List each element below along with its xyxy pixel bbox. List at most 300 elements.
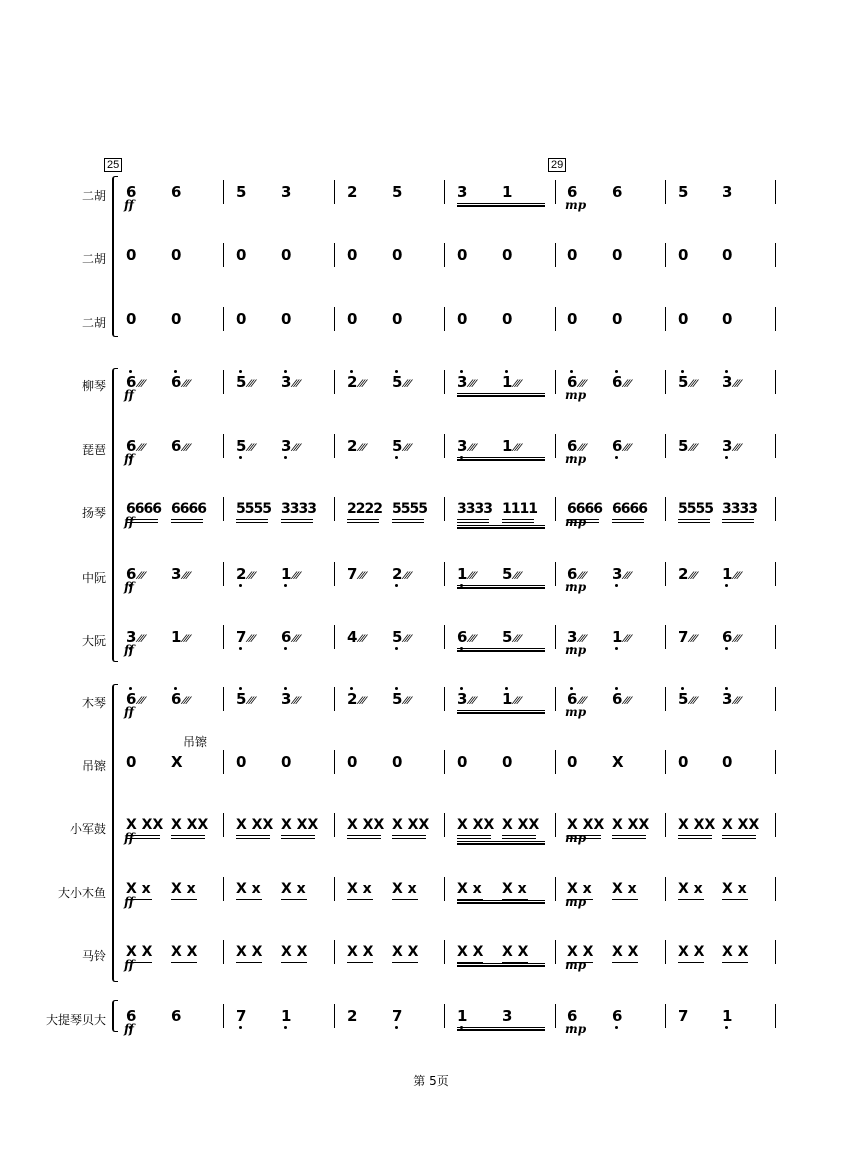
note: 3 — [281, 690, 292, 708]
note: 3 — [126, 628, 137, 646]
note: 5 — [392, 373, 403, 391]
note: 7 — [392, 1007, 403, 1025]
note: 2 — [392, 565, 403, 583]
note: 6 — [281, 628, 292, 646]
barline — [665, 497, 666, 521]
octave-dot — [395, 370, 398, 373]
octave-dot — [615, 456, 618, 459]
note: 6 — [126, 183, 137, 201]
instrument-label: 木琴 — [81, 696, 106, 710]
dynamic-ff: ff — [124, 1022, 134, 1036]
note: 6 — [567, 565, 578, 583]
note: 7 — [678, 628, 689, 646]
glissando-line — [457, 396, 545, 397]
barline — [223, 307, 224, 331]
octave-dot — [615, 1026, 618, 1029]
octave-dot — [350, 370, 353, 373]
note: 1 — [722, 1007, 733, 1025]
dynamic-ff: ff — [124, 580, 134, 594]
note: 6 — [722, 628, 733, 646]
note: 5 — [678, 373, 689, 391]
tremolo-mark: /// — [465, 696, 478, 706]
note: 5 — [502, 565, 513, 583]
tremolo-mark: /// — [620, 571, 633, 581]
note: 1 — [171, 628, 182, 646]
barline — [555, 813, 556, 837]
barline — [444, 243, 445, 267]
barline — [775, 1004, 776, 1028]
beam — [392, 519, 424, 520]
barline — [334, 370, 335, 394]
beam — [502, 835, 536, 836]
note: 6666 — [612, 501, 647, 517]
note: X X — [567, 944, 594, 960]
barline — [334, 434, 335, 458]
octave-dot — [129, 687, 132, 690]
glissando-line — [457, 651, 545, 652]
octave-dot — [395, 1026, 398, 1029]
beam — [171, 835, 205, 836]
barline — [775, 940, 776, 964]
note: 0 — [457, 753, 468, 771]
note: 1111 — [502, 501, 537, 517]
beam — [281, 838, 315, 839]
note: X x — [567, 881, 592, 897]
note: 6 — [567, 373, 578, 391]
glissando-line — [457, 460, 545, 461]
barline — [555, 243, 556, 267]
instrument-label: 大小木鱼 — [57, 886, 106, 900]
beam — [392, 522, 424, 523]
tremolo-mark: /// — [620, 696, 633, 706]
note: 3 — [722, 690, 733, 708]
tremolo-mark: /// — [179, 571, 192, 581]
beam — [722, 835, 756, 836]
dynamic-mp: mp — [565, 705, 587, 719]
tremolo-mark: /// — [575, 379, 588, 389]
note: 3 — [722, 183, 733, 201]
note: 1 — [502, 183, 513, 201]
tremolo-mark: /// — [510, 443, 523, 453]
tremolo-mark: /// — [465, 379, 478, 389]
barline — [334, 877, 335, 901]
beam — [722, 838, 756, 839]
beam — [236, 899, 262, 900]
barline — [223, 180, 224, 204]
barline — [555, 750, 556, 774]
barline — [334, 243, 335, 267]
note: X — [171, 753, 183, 771]
note: 4 — [347, 628, 358, 646]
octave-dot — [615, 584, 618, 587]
barline — [665, 813, 666, 837]
note: X XX — [678, 817, 716, 833]
tremolo-mark: /// — [686, 696, 699, 706]
staff-group-brace-3 — [112, 684, 118, 982]
beam — [236, 835, 270, 836]
cymbal-cue-label: 吊镲 — [183, 735, 208, 749]
beam — [281, 519, 313, 520]
note: 7 — [347, 565, 358, 583]
octave-dot — [725, 456, 728, 459]
note: X X — [678, 944, 705, 960]
octave-dot — [725, 1026, 728, 1029]
note: 6 — [171, 183, 182, 201]
beam — [392, 835, 426, 836]
barline — [665, 243, 666, 267]
note: 6 — [567, 183, 578, 201]
octave-dot — [570, 370, 573, 373]
barline — [665, 562, 666, 586]
note: 3333 — [722, 501, 757, 517]
dynamic-mp: mp — [565, 580, 587, 594]
tremolo-mark: /// — [730, 571, 743, 581]
note: 0 — [126, 753, 137, 771]
note: 2 — [347, 183, 358, 201]
tremolo-mark: /// — [465, 443, 478, 453]
barline — [444, 180, 445, 204]
glissando-line — [457, 1030, 545, 1031]
barline — [555, 877, 556, 901]
octave-dot — [681, 370, 684, 373]
barline — [444, 940, 445, 964]
barline — [334, 813, 335, 837]
barline — [334, 1004, 335, 1028]
note: 6 — [171, 373, 182, 391]
note: 1 — [281, 565, 292, 583]
barline — [555, 625, 556, 649]
tremolo-mark: /// — [730, 443, 743, 453]
note: X x — [281, 881, 306, 897]
note: X X — [502, 944, 529, 960]
barline — [775, 625, 776, 649]
octave-dot — [570, 687, 573, 690]
instrument-label: 小军鼓 — [69, 822, 106, 836]
barline — [665, 940, 666, 964]
note: 0 — [612, 246, 623, 264]
note: 0 — [457, 246, 468, 264]
beam — [457, 522, 489, 523]
note: 5 — [502, 628, 513, 646]
note: X X — [347, 944, 374, 960]
note: 6 — [126, 565, 137, 583]
instrument-label: 吊镲 — [81, 759, 106, 773]
note: 0 — [281, 310, 292, 328]
beam — [236, 522, 268, 523]
note: 2222 — [347, 501, 382, 517]
barline — [223, 877, 224, 901]
beam — [347, 519, 379, 520]
note: X XX — [281, 817, 319, 833]
note: X XX — [457, 817, 495, 833]
beam — [347, 962, 373, 963]
tremolo-mark: /// — [289, 634, 302, 644]
octave-dot — [460, 687, 463, 690]
note: 5 — [678, 183, 689, 201]
octave-dot — [615, 647, 618, 650]
note: X X — [281, 944, 308, 960]
beam — [612, 519, 644, 520]
note: X XX — [392, 817, 430, 833]
barline — [665, 370, 666, 394]
note: 5555 — [678, 501, 713, 517]
barline — [223, 434, 224, 458]
dynamic-mp: mp — [565, 515, 587, 529]
note: X XX — [171, 817, 209, 833]
barline — [665, 180, 666, 204]
beam — [236, 962, 262, 963]
barline — [775, 243, 776, 267]
instrument-label: 二胡 — [81, 189, 106, 203]
tremolo-mark: /// — [575, 634, 588, 644]
note: 5 — [236, 690, 247, 708]
note: 7 — [236, 1007, 247, 1025]
octave-dot — [395, 647, 398, 650]
barline — [444, 750, 445, 774]
barline — [223, 370, 224, 394]
note: 0 — [678, 246, 689, 264]
note: 3 — [457, 437, 468, 455]
note: 6 — [171, 437, 182, 455]
barline — [444, 307, 445, 331]
tremolo-mark: /// — [400, 443, 413, 453]
note: 0 — [392, 246, 403, 264]
note: X x — [678, 881, 703, 897]
tremolo-mark: /// — [355, 634, 368, 644]
tremolo-mark: /// — [730, 634, 743, 644]
dynamic-mp: mp — [565, 452, 587, 466]
octave-dot — [239, 687, 242, 690]
note: 5 — [392, 183, 403, 201]
tremolo-mark: /// — [179, 634, 192, 644]
tremolo-mark: /// — [400, 379, 413, 389]
barline — [223, 562, 224, 586]
note: 1 — [457, 1007, 468, 1025]
beam — [678, 835, 712, 836]
dynamic-ff: ff — [124, 958, 134, 972]
note: 5 — [392, 628, 403, 646]
barline — [775, 750, 776, 774]
note: 0 — [722, 753, 733, 771]
note: 2 — [347, 373, 358, 391]
beam — [236, 838, 270, 839]
note: 0 — [678, 310, 689, 328]
note: 6 — [171, 690, 182, 708]
beam — [612, 838, 646, 839]
tremolo-mark: /// — [686, 634, 699, 644]
tremolo-mark: /// — [134, 634, 147, 644]
barline — [334, 497, 335, 521]
barline — [334, 940, 335, 964]
note: 2 — [678, 565, 689, 583]
note: 3 — [457, 183, 468, 201]
beam — [392, 899, 418, 900]
note: X x — [171, 881, 196, 897]
note: 3 — [722, 373, 733, 391]
barline — [775, 562, 776, 586]
octave-dot — [284, 456, 287, 459]
barline — [555, 180, 556, 204]
note: 3 — [502, 1007, 513, 1025]
barline — [555, 307, 556, 331]
dynamic-ff: ff — [124, 705, 134, 719]
note: 1 — [457, 565, 468, 583]
tremolo-mark: /// — [400, 634, 413, 644]
tremolo-mark: /// — [510, 696, 523, 706]
barline — [665, 434, 666, 458]
dynamic-ff: ff — [124, 452, 134, 466]
barline — [444, 625, 445, 649]
note: 5 — [678, 437, 689, 455]
barline — [665, 877, 666, 901]
barline — [444, 562, 445, 586]
note: 3 — [281, 437, 292, 455]
note: 1 — [612, 628, 623, 646]
barline — [223, 750, 224, 774]
note: X XX — [502, 817, 540, 833]
tremolo-mark: /// — [289, 379, 302, 389]
note: 6 — [171, 1007, 182, 1025]
tremolo-mark: /// — [179, 379, 192, 389]
barline — [555, 434, 556, 458]
dynamic-mp: mp — [565, 958, 587, 972]
glissando-line — [457, 713, 545, 714]
octave-dot — [505, 687, 508, 690]
note: X X — [392, 944, 419, 960]
tremolo-mark: /// — [244, 443, 257, 453]
tremolo-mark: /// — [400, 571, 413, 581]
note: 6 — [612, 373, 623, 391]
note: 0 — [126, 310, 137, 328]
tremolo-mark: /// — [686, 379, 699, 389]
note: 5555 — [392, 501, 427, 517]
note: 3 — [281, 183, 292, 201]
note: X — [612, 753, 624, 771]
note: 1 — [502, 373, 513, 391]
note: 0 — [722, 310, 733, 328]
instrument-label: 琵琶 — [81, 443, 106, 457]
note: X x — [612, 881, 637, 897]
tremolo-mark: /// — [686, 443, 699, 453]
tremolo-mark: /// — [575, 696, 588, 706]
barline — [223, 687, 224, 711]
beam — [678, 519, 710, 520]
instrument-label: 柳琴 — [81, 379, 106, 393]
note: X X — [236, 944, 263, 960]
glissando-line — [457, 844, 545, 845]
octave-dot — [239, 584, 242, 587]
barline — [334, 625, 335, 649]
tremolo-mark: /// — [355, 571, 368, 581]
note: 0 — [612, 310, 623, 328]
beam — [502, 838, 536, 839]
tremolo-mark: /// — [730, 696, 743, 706]
beam — [281, 962, 307, 963]
note: 7 — [678, 1007, 689, 1025]
tremolo-mark: /// — [134, 443, 147, 453]
beam — [281, 522, 313, 523]
barline — [334, 307, 335, 331]
note: 3 — [457, 690, 468, 708]
beam — [502, 522, 534, 523]
note: X x — [126, 881, 151, 897]
octave-dot — [725, 687, 728, 690]
barline — [334, 562, 335, 586]
tremolo-mark: /// — [179, 443, 192, 453]
barline — [444, 813, 445, 837]
octave-dot — [174, 370, 177, 373]
beam — [678, 522, 710, 523]
barline — [665, 750, 666, 774]
barline — [775, 180, 776, 204]
beam — [392, 962, 418, 963]
note: 3 — [457, 373, 468, 391]
barline — [444, 370, 445, 394]
octave-dot — [284, 687, 287, 690]
instrument-label: 马铃 — [81, 949, 106, 963]
note: 0 — [236, 310, 247, 328]
note: X XX — [722, 817, 760, 833]
note: 0 — [347, 753, 358, 771]
glissando-line — [457, 588, 545, 589]
beam — [612, 835, 646, 836]
note: 3 — [612, 565, 623, 583]
note: 1 — [281, 1007, 292, 1025]
note: 3 — [722, 437, 733, 455]
note: 2 — [347, 1007, 358, 1025]
tremolo-mark: /// — [730, 379, 743, 389]
note: 0 — [392, 310, 403, 328]
staff-group-brace-4 — [112, 1000, 118, 1032]
note: 3333 — [281, 501, 316, 517]
beam — [612, 962, 638, 963]
note: 6 — [126, 373, 137, 391]
octave-dot — [284, 647, 287, 650]
dynamic-ff: ff — [124, 388, 134, 402]
page-number: 第 5页 — [413, 1074, 449, 1088]
octave-dot — [615, 370, 618, 373]
note: 0 — [126, 246, 137, 264]
tremolo-mark: /// — [465, 571, 478, 581]
octave-dot — [460, 370, 463, 373]
note: 0 — [236, 753, 247, 771]
dynamic-mp: mp — [565, 198, 587, 212]
tremolo-mark: /// — [244, 379, 257, 389]
barline — [223, 625, 224, 649]
beam — [457, 838, 491, 839]
beam — [457, 835, 491, 836]
barline — [775, 307, 776, 331]
tremolo-mark: /// — [620, 379, 633, 389]
note: X X — [612, 944, 639, 960]
note: 0 — [347, 246, 358, 264]
note: 1 — [502, 437, 513, 455]
barline — [555, 370, 556, 394]
note: 0 — [236, 246, 247, 264]
note: 5555 — [236, 501, 271, 517]
barline — [775, 497, 776, 521]
beam — [678, 899, 704, 900]
note: 6 — [457, 628, 468, 646]
barline — [555, 1004, 556, 1028]
tremolo-mark: /// — [510, 571, 523, 581]
barline — [223, 497, 224, 521]
note: X x — [392, 881, 417, 897]
note: 0 — [722, 246, 733, 264]
beam — [722, 962, 748, 963]
note: 7 — [236, 628, 247, 646]
octave-dot — [284, 584, 287, 587]
